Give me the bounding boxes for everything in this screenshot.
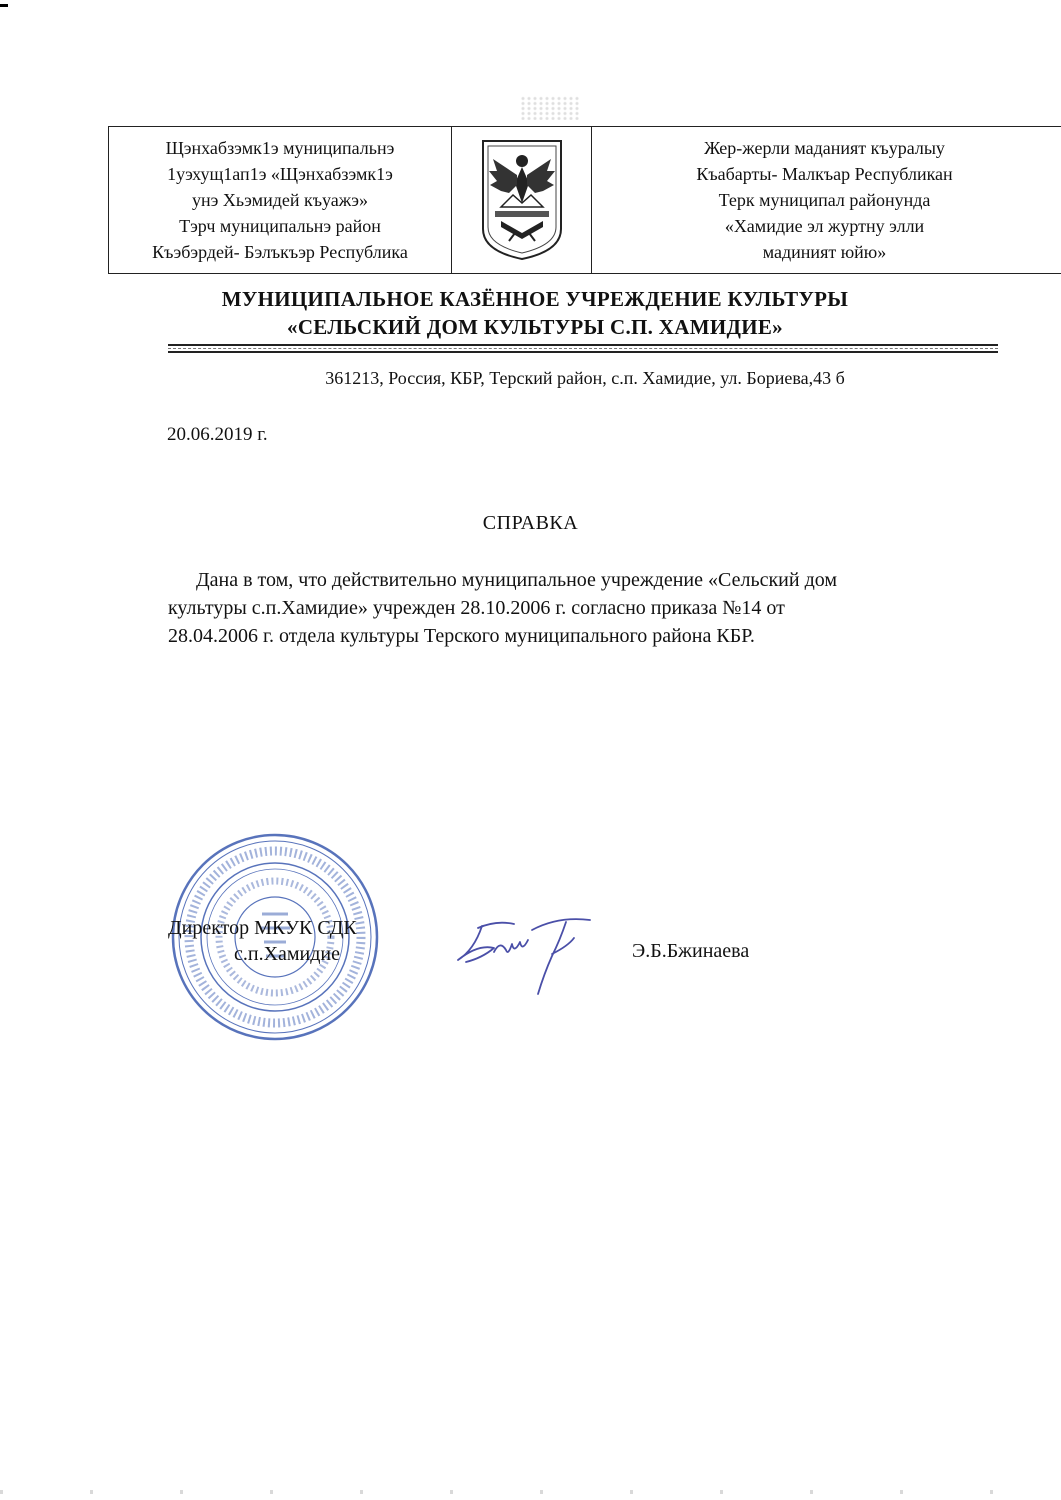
- header-divider: [168, 344, 998, 353]
- signatory-locality: с.п.Хамидие: [234, 943, 341, 965]
- letterhead-left-line: унэ Хьэмидей къуажэ»: [192, 190, 368, 210]
- body-line: 28.04.2006 г. отдела культуры Терского муниципального района КБР.: [168, 625, 755, 647]
- document-date: 20.06.2019 г.: [167, 424, 268, 445]
- letterhead-left-line: 1уэхущ1ап1э «Щэнхабзэмк1э: [167, 164, 393, 184]
- signatory-position: [168, 915, 357, 967]
- scan-edge-mark: [0, 4, 8, 7]
- signatory-name: Э.Б.Бжинаева: [632, 940, 750, 962]
- letterhead-left-line: Тэрч муниципальнэ район: [179, 216, 381, 236]
- letterhead-emblem-cell: [451, 127, 592, 273]
- letterhead-left-line: Къэбэрдей- Бэлъкъэр Республика: [152, 242, 408, 262]
- body-line: Дана в том, что действительно муниципальное учреждение «Сельский дом: [196, 569, 838, 591]
- handwritten-signature-icon: [448, 910, 598, 998]
- letterhead-left-cell: [109, 127, 452, 273]
- letterhead-right-line: Къабарты- Малкъар Республикан: [696, 164, 953, 184]
- organization-subtitle: «СЕЛЬСКИЙ ДОМ КУЛЬТУРЫ С.П. ХАМИДИЕ»: [287, 315, 783, 339]
- letterhead-right-line: Терк муниципал районунда: [718, 190, 931, 210]
- letterhead-table: [108, 126, 1061, 274]
- signatory-title: Директор МКУК СДК: [168, 917, 357, 939]
- document-body: [168, 566, 1008, 650]
- letterhead-right-line: «Хамидие эл журтну элли: [724, 216, 925, 236]
- scan-noise: [520, 96, 580, 120]
- letterhead-left-line: Щэнхабзэмк1э муниципальнэ: [165, 138, 395, 158]
- scan-noise-bottom: [0, 1490, 1061, 1494]
- organization-address: 361213, Россия, КБР, Терский район, с.п. Хамидие, ул. Бориева,43 б: [325, 368, 845, 388]
- letterhead-right-cell: [592, 127, 1061, 273]
- document-title: СПРАВКА: [482, 512, 579, 534]
- body-line: культуры с.п.Хамидие» учрежден 28.10.2006 г. согласно приказа №14 от: [168, 597, 785, 619]
- letterhead-right-line: мадиният юйю»: [762, 242, 887, 262]
- letterhead-right-line: Жер-жерли маданият къуралыу: [704, 138, 945, 158]
- organization-title: МУНИЦИПАЛЬНОЕ КАЗЁННОЕ УЧРЕЖДЕНИЕ КУЛЬТУРЫ: [221, 287, 849, 311]
- coat-of-arms-icon: [479, 137, 565, 263]
